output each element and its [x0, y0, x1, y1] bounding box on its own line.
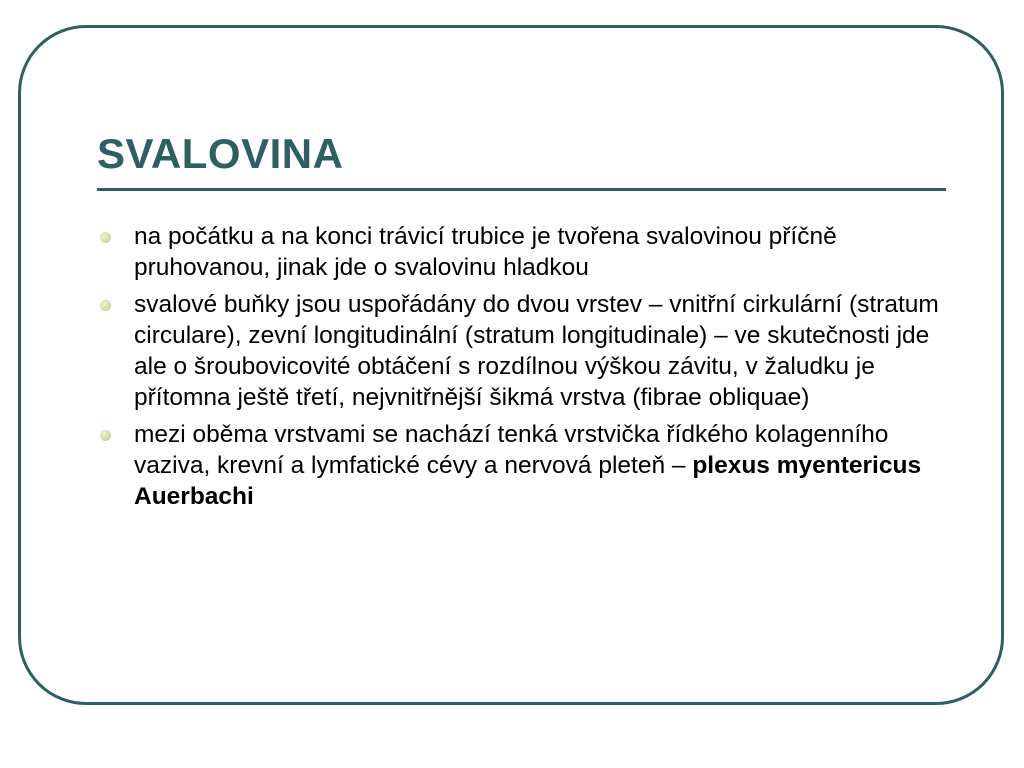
bullet-dot-icon — [100, 232, 111, 243]
list-item — [97, 419, 947, 512]
title-divider — [97, 188, 946, 191]
bullet-text-container — [134, 421, 921, 510]
list-item — [97, 221, 947, 283]
bullet-text: mezi oběma vrstvami se nachází tenká vrstvička řídkého kolagenního vaziva, krevní a lymfatické cévy a nervová pleteň – — [134, 421, 889, 479]
bullet-list — [97, 221, 947, 518]
bullet-bold-term: plexus myentericus Auerbachi — [134, 452, 922, 510]
bullet-text: na počátku a na konci trávicí trubice je tvořena svalovinou příčně pruhovanou, jinak jde o svalovinu hladkou — [134, 223, 837, 281]
list-item — [97, 289, 947, 413]
bullet-dot-icon — [100, 430, 111, 441]
bullet-text: svalové buňky jsou uspořádány do dvou vrstev – vnitřní cirkulární (stratum circulare), zevní longitudinální (stratum longitudinale) – ve skutečnosti jde ale o šroubovicovité obtáčení s rozdílnou výškou závitu, v žaludku je přítomna ještě třetí, nejvnitřnější šikmá vrstva (fibrae obliquae) — [134, 291, 939, 411]
slide-title: SVALOVINA — [97, 130, 344, 177]
bullet-dot-icon — [100, 300, 111, 311]
